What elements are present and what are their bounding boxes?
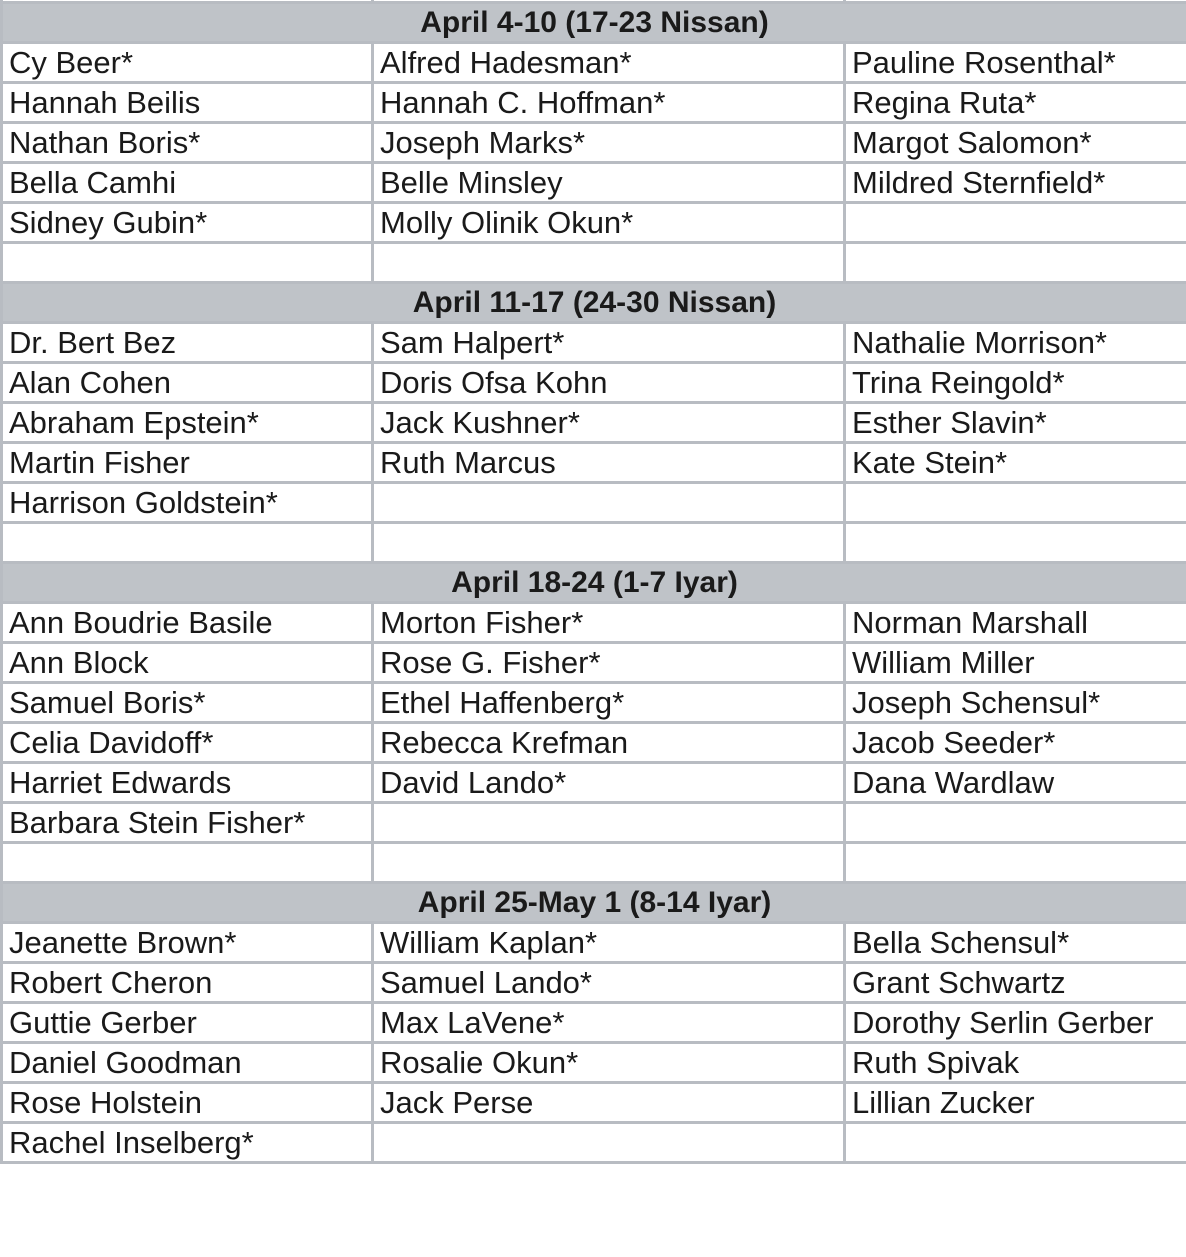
name-cell: Alan Cohen — [2, 363, 373, 403]
name-cell: Abraham Epstein* — [2, 403, 373, 443]
name-cell: Ethel Haffenberg* — [373, 683, 845, 723]
empty-cell — [373, 843, 845, 883]
table-row — [2, 1083, 1186, 1123]
name-cell — [845, 803, 1186, 843]
empty-cell — [845, 243, 1186, 283]
empty-cell — [373, 243, 845, 283]
name-cell: Belle Minsley — [373, 163, 845, 203]
table-row — [2, 683, 1186, 723]
table-row — [2, 123, 1186, 163]
empty-cell — [373, 523, 845, 563]
name-cell: Dana Wardlaw — [845, 763, 1186, 803]
name-cell: Rachel Inselberg* — [2, 1123, 373, 1163]
name-cell: Nathalie Morrison* — [845, 323, 1186, 363]
name-cell: William Kaplan* — [373, 923, 845, 963]
name-cell: Rosalie Okun* — [373, 1043, 845, 1083]
name-cell: Jack Perse — [373, 1083, 845, 1123]
table-row — [2, 363, 1186, 403]
name-cell: Rose G. Fisher* — [373, 643, 845, 683]
name-cell: Ann Boudrie Basile — [2, 603, 373, 643]
name-cell: Celia Davidoff* — [2, 723, 373, 763]
name-cell: Ann Block — [2, 643, 373, 683]
table-row — [2, 603, 1186, 643]
table-row — [2, 483, 1186, 523]
name-cell: Grant Schwartz — [845, 963, 1186, 1003]
name-cell: Harriet Edwards — [2, 763, 373, 803]
name-cell: Dr. Bert Bez — [2, 323, 373, 363]
name-cell: Nathan Boris* — [2, 123, 373, 163]
name-cell: Guttie Gerber — [2, 1003, 373, 1043]
spacer-row — [2, 523, 1186, 563]
name-cell — [845, 1123, 1186, 1163]
name-cell: Max LaVene* — [373, 1003, 845, 1043]
table-row — [2, 923, 1186, 963]
name-cell: Kate Stein* — [845, 443, 1186, 483]
name-cell: Ruth Marcus — [373, 443, 845, 483]
table-row — [2, 83, 1186, 123]
table-row — [2, 1003, 1186, 1043]
name-cell — [845, 483, 1186, 523]
section-header-row — [2, 283, 1186, 323]
name-cell: Rose Holstein — [2, 1083, 373, 1123]
section-header-row — [2, 563, 1186, 603]
table-body — [2, 0, 1186, 1163]
name-cell: Harrison Goldstein* — [2, 483, 373, 523]
name-cell: Esther Slavin* — [845, 403, 1186, 443]
table-row — [2, 763, 1186, 803]
table-row — [2, 723, 1186, 763]
name-cell: Samuel Lando* — [373, 963, 845, 1003]
name-cell: Bella Camhi — [2, 163, 373, 203]
name-cell: Martin Fisher — [2, 443, 373, 483]
name-cell: Joseph Schensul* — [845, 683, 1186, 723]
name-cell: Dorothy Serlin Gerber — [845, 1003, 1186, 1043]
name-cell: Margot Salomon* — [845, 123, 1186, 163]
section-header-row — [2, 883, 1186, 923]
name-cell: Robert Cheron — [2, 963, 373, 1003]
name-cell: Jacob Seeder* — [845, 723, 1186, 763]
name-cell — [373, 803, 845, 843]
table-row — [2, 203, 1186, 243]
table-row — [2, 643, 1186, 683]
name-cell — [373, 483, 845, 523]
name-cell: Sidney Gubin* — [2, 203, 373, 243]
name-cell: Molly Olinik Okun* — [373, 203, 845, 243]
name-cell: Samuel Boris* — [2, 683, 373, 723]
table-row — [2, 803, 1186, 843]
name-cell: Sam Halpert* — [373, 323, 845, 363]
table-row — [2, 43, 1186, 83]
table-row — [2, 403, 1186, 443]
table-row — [2, 163, 1186, 203]
section-header-date-range: April 25-May 1 (8-14 Iyar) — [2, 883, 1186, 923]
name-cell: Mildred Sternfield* — [845, 163, 1186, 203]
name-cell: Trina Reingold* — [845, 363, 1186, 403]
empty-cell — [845, 843, 1186, 883]
section-header-date-range: April 18-24 (1-7 Iyar) — [2, 563, 1186, 603]
name-cell: Barbara Stein Fisher* — [2, 803, 373, 843]
name-cell: Ruth Spivak — [845, 1043, 1186, 1083]
name-cell: Norman Marshall — [845, 603, 1186, 643]
name-cell — [845, 203, 1186, 243]
name-cell: Rebecca Krefman — [373, 723, 845, 763]
name-cell: Doris Ofsa Kohn — [373, 363, 845, 403]
name-cell: Jack Kushner* — [373, 403, 845, 443]
section-header-date-range: April 11-17 (24-30 Nissan) — [2, 283, 1186, 323]
name-cell: Joseph Marks* — [373, 123, 845, 163]
name-cell: Hannah Beilis — [2, 83, 373, 123]
name-cell: William Miller — [845, 643, 1186, 683]
table-row — [2, 443, 1186, 483]
name-cell: Bella Schensul* — [845, 923, 1186, 963]
table-row — [2, 1043, 1186, 1083]
name-cell: Hannah C. Hoffman* — [373, 83, 845, 123]
name-cell: Pauline Rosenthal* — [845, 43, 1186, 83]
name-cell: Jeanette Brown* — [2, 923, 373, 963]
name-cell: Daniel Goodman — [2, 1043, 373, 1083]
empty-cell — [2, 243, 373, 283]
section-header-date-range: April 4-10 (17-23 Nissan) — [2, 3, 1186, 43]
name-cell: Morton Fisher* — [373, 603, 845, 643]
table-row — [2, 963, 1186, 1003]
section-header-row — [2, 3, 1186, 43]
name-cell: Lillian Zucker — [845, 1083, 1186, 1123]
empty-cell — [845, 523, 1186, 563]
table-row — [2, 323, 1186, 363]
name-cell: Alfred Hadesman* — [373, 43, 845, 83]
name-cell — [373, 1123, 845, 1163]
name-cell: Regina Ruta* — [845, 83, 1186, 123]
empty-cell — [2, 523, 373, 563]
table-row — [2, 1123, 1186, 1163]
name-cell: Cy Beer* — [2, 43, 373, 83]
name-cell: David Lando* — [373, 763, 845, 803]
spacer-row — [2, 243, 1186, 283]
empty-cell — [2, 843, 373, 883]
spacer-row — [2, 843, 1186, 883]
